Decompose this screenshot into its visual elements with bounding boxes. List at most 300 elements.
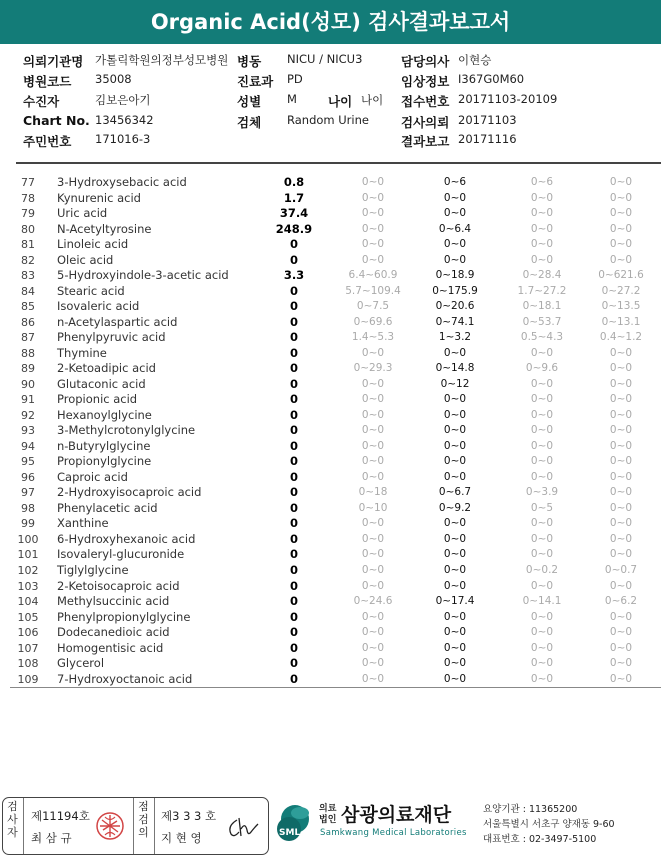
result-value: 0 (289, 578, 298, 593)
signature-box (2, 797, 269, 855)
reference-range-2: 0~0 (443, 238, 467, 251)
result-value: 0 (289, 252, 298, 267)
table-row (0, 315, 661, 331)
table-row (0, 454, 661, 470)
table-row (0, 377, 661, 393)
reference-range-3: 0~0 (530, 455, 554, 468)
row-number: 94 (21, 439, 35, 453)
receipt-value: 20171103-20109 (458, 92, 558, 106)
analyte-name: 7-Hydroxyoctanoic acid (57, 671, 193, 686)
reference-range-4: 0~0 (609, 641, 633, 654)
reference-range-1: 0~10 (358, 501, 388, 514)
result-value: 0 (289, 423, 298, 438)
reference-range-4: 0~0 (609, 362, 633, 375)
table-row (0, 191, 661, 207)
result-value: 1.7 (283, 190, 305, 205)
reference-range-2: 0~9.2 (438, 501, 472, 514)
reference-range-4: 0~0 (609, 501, 633, 514)
reference-range-3: 0~0 (530, 346, 554, 359)
analyte-name: Kynurenic acid (57, 190, 141, 205)
result-value: 0 (289, 283, 298, 298)
chart-label: Chart No. (23, 113, 90, 128)
row-number: 108 (17, 657, 39, 671)
table-row (0, 268, 661, 284)
analyte-name: 6-Hydroxyhexanoic acid (57, 531, 196, 546)
age-label: 나이 (328, 94, 353, 109)
reference-range-1: 0~0 (361, 222, 385, 235)
sml-logo-icon (272, 799, 318, 851)
result-value: 248.9 (275, 221, 313, 236)
reference-range-4: 0~0 (609, 191, 633, 204)
result-value: 0 (289, 531, 298, 546)
analyte-name: Methylsuccinic acid (57, 594, 170, 609)
analyte-name: Caproic acid (57, 469, 128, 484)
table-row (0, 501, 661, 517)
table-row (0, 423, 661, 439)
reference-range-4: 0~0.7 (604, 564, 638, 576)
reference-range-4: 0~0 (609, 393, 633, 406)
reference-range-3: 0~18.1 (522, 300, 562, 313)
reference-range-4: 0~0 (609, 672, 633, 685)
doctor-value: 이현승 (458, 53, 492, 67)
analyte-name: Xanthine (57, 516, 109, 531)
row-number: 93 (21, 424, 35, 438)
reference-range-1: 0~0 (361, 176, 385, 188)
row-number: 105 (17, 610, 39, 624)
table-row (0, 594, 661, 610)
tester-label: 검사자 (7, 800, 18, 839)
reference-range-1: 0~0 (361, 641, 385, 654)
checker-name: 지 현 영 (161, 831, 202, 845)
table-row (0, 392, 661, 408)
reference-range-1: 6.4~60.9 (348, 269, 398, 282)
reference-range-3: 0~0 (530, 579, 554, 592)
reference-range-3: 0~0 (530, 532, 554, 545)
analyte-name: 2-Hydroxyisocaproic acid (57, 485, 202, 500)
reference-range-1: 0~0 (361, 610, 385, 623)
analyte-name: 3-Methylcrotonylglycine (57, 423, 196, 438)
reference-range-2: 1~3.2 (438, 331, 472, 344)
row-number: 82 (21, 253, 35, 267)
table-row (0, 299, 661, 315)
table-row (0, 516, 661, 532)
request-value: 20171103 (458, 113, 517, 127)
info-row-3 (0, 92, 661, 110)
reference-range-2: 0~0 (443, 564, 467, 576)
table-row (0, 579, 661, 595)
specimen-value: Random Urine (287, 113, 369, 127)
row-number: 77 (21, 176, 35, 189)
row-number: 99 (21, 517, 35, 531)
reference-range-3: 0~0 (530, 207, 554, 220)
analyte-name: Propionylglycine (57, 454, 152, 469)
row-number: 79 (21, 207, 35, 221)
reference-range-2: 0~0 (443, 393, 467, 406)
reference-range-4: 0~0 (609, 346, 633, 359)
result-value: 0 (289, 345, 298, 360)
result-value: 0 (289, 671, 298, 686)
reference-range-1: 0~0 (361, 470, 385, 483)
table-row (0, 656, 661, 672)
analyte-name: Phenylpropionylglycine (57, 609, 191, 624)
row-number: 92 (21, 408, 35, 422)
row-number: 97 (21, 486, 35, 500)
row-number: 83 (21, 269, 35, 283)
row-number: 104 (17, 595, 39, 609)
reference-range-1: 0~0 (361, 377, 385, 390)
reference-range-2: 0~74.1 (435, 315, 475, 328)
reference-range-2: 0~0 (443, 424, 467, 437)
reference-range-3: 0~0 (530, 517, 554, 530)
reference-range-3: 0~0 (530, 657, 554, 670)
result-value: 0 (289, 299, 298, 314)
ward-value: NICU / NICU3 (287, 52, 363, 66)
reference-range-4: 0.4~1.2 (599, 331, 643, 344)
table-row (0, 346, 661, 362)
reference-range-4: 0~13.5 (601, 300, 641, 313)
analyte-name: Linoleic acid (57, 237, 129, 252)
row-number: 109 (17, 672, 39, 686)
reference-range-4: 0~0 (609, 548, 633, 561)
reference-range-3: 0~0 (530, 222, 554, 235)
chart-value: 13456342 (95, 113, 154, 127)
reference-range-2: 0~0 (443, 548, 467, 561)
reference-range-3: 0~0 (530, 393, 554, 406)
row-number: 80 (21, 222, 35, 236)
corp-label-1: 의료 (319, 804, 337, 814)
table-row (0, 175, 661, 191)
reference-range-1: 0~0 (361, 424, 385, 437)
table-row (0, 253, 661, 269)
reference-range-3: 0~5 (530, 501, 554, 514)
analyte-name: Glutaconic acid (57, 376, 146, 391)
result-value: 0 (289, 547, 298, 562)
analyte-name: Isovaleryl-glucuronide (57, 547, 185, 562)
analyte-name: Tiglylglycine (57, 563, 129, 577)
reference-range-2: 0~0 (443, 517, 467, 530)
report-date-label: 결과보고 (401, 134, 450, 149)
result-value: 0 (289, 656, 298, 671)
result-value: 0 (289, 237, 298, 252)
reference-range-1: 0~7.5 (356, 300, 390, 313)
reference-range-4: 0~0 (609, 238, 633, 251)
reference-range-4: 0~0 (609, 486, 633, 499)
reference-range-1: 5.7~109.4 (345, 284, 401, 297)
checker-no: 제3 3 3 호 (161, 809, 217, 823)
row-number: 78 (21, 191, 35, 205)
tester-no: 제11194호 (31, 809, 90, 823)
info-row-4 (0, 113, 661, 131)
reference-range-1: 0~0 (361, 346, 385, 359)
reference-range-2: 0~0 (443, 579, 467, 592)
reference-range-3: 0~0 (530, 470, 554, 483)
result-value: 0 (289, 516, 298, 531)
table-row (0, 470, 661, 486)
result-value: 0 (289, 485, 298, 500)
reference-range-2: 0~14.8 (435, 362, 475, 375)
patient-label: 수진자 (23, 94, 60, 109)
table-row (0, 439, 661, 455)
table-row (0, 206, 661, 222)
reference-range-3: 0~0 (530, 408, 554, 421)
reference-range-1: 0~0 (361, 579, 385, 592)
table-row (0, 361, 661, 377)
reference-range-2: 0~0 (443, 532, 467, 545)
table-row (0, 284, 661, 300)
result-value: 0 (289, 376, 298, 391)
reference-range-3: 0~0 (530, 672, 554, 685)
row-number: 107 (17, 641, 39, 655)
reference-range-1: 0~0 (361, 393, 385, 406)
reference-range-2: 0~12 (440, 377, 470, 390)
reference-range-1: 1.4~5.3 (351, 331, 395, 344)
row-number: 96 (21, 470, 35, 484)
analyte-name: Hexanoylglycine (57, 407, 152, 422)
report-title: Organic Acid(성모) 검사결과보고서 (0, 0, 661, 44)
dept-label: 진료과 (237, 74, 274, 89)
signature-divider (23, 798, 24, 854)
reference-range-4: 0~0 (609, 470, 633, 483)
reference-range-3: 0~14.1 (522, 595, 562, 608)
reference-range-4: 0~0 (609, 532, 633, 545)
analyte-name: Uric acid (57, 206, 108, 221)
tester-seal-stamp (95, 810, 125, 842)
reference-range-2: 0~0 (443, 346, 467, 359)
address: 서울특별시 서초구 양재동 9-60 (483, 819, 615, 830)
phone: 대표번호 : 02-3497-5100 (483, 834, 597, 845)
reference-range-2: 0~17.4 (435, 595, 475, 608)
request-label: 검사의뢰 (401, 115, 450, 130)
reference-range-4: 0~621.6 (598, 269, 644, 282)
analyte-name: Phenylpyruvic acid (57, 330, 166, 345)
age-value: 나이 (361, 93, 384, 107)
reference-range-2: 0~6 (443, 176, 467, 188)
hospcode-label: 병원코드 (23, 74, 72, 89)
dept-value: PD (287, 72, 303, 86)
result-value: 0 (289, 407, 298, 422)
reference-range-3: 1.7~27.2 (517, 284, 567, 297)
reference-range-1: 0~0 (361, 672, 385, 685)
row-number: 98 (21, 501, 35, 515)
reference-range-4: 0~0 (609, 377, 633, 390)
receipt-label: 접수번호 (401, 94, 450, 109)
reference-range-1: 0~0 (361, 455, 385, 468)
reference-range-2: 0~0 (443, 439, 467, 452)
reference-range-4: 0~27.2 (601, 284, 641, 297)
reference-range-3: 0.5~4.3 (520, 331, 564, 344)
result-value: 37.4 (279, 206, 309, 221)
result-value: 0 (289, 361, 298, 376)
idno-value: 171016-3 (95, 132, 151, 146)
row-number: 88 (21, 346, 35, 360)
header-divider (16, 162, 661, 164)
table-row (0, 625, 661, 641)
reference-range-4: 0~0 (609, 176, 633, 188)
doctor-label: 담당의사 (401, 54, 450, 69)
analyte-name: 2-Ketoadipic acid (57, 361, 156, 376)
result-value: 0 (289, 469, 298, 484)
reference-range-1: 0~0 (361, 191, 385, 204)
reference-range-4: 0~0 (609, 517, 633, 530)
row-number: 90 (21, 377, 35, 391)
row-number: 102 (17, 564, 39, 577)
reference-range-3: 0~0.2 (525, 564, 559, 576)
reference-range-4: 0~0 (609, 657, 633, 670)
row-number: 100 (17, 532, 39, 546)
analyte-name: n-Butyrylglycine (57, 438, 151, 453)
row-number: 86 (21, 315, 35, 329)
analyte-name: Oleic acid (57, 252, 114, 267)
analyte-name: 2-Ketoisocaproic acid (57, 578, 180, 593)
info-row-5 (0, 132, 661, 150)
reference-range-2: 0~0 (443, 253, 467, 266)
table-row (0, 485, 661, 501)
result-value: 0 (289, 500, 298, 515)
analyte-name: Isovaleric acid (57, 299, 140, 314)
result-value: 0 (289, 314, 298, 329)
hospcode-value: 35008 (95, 72, 132, 86)
reference-range-2: 0~0 (443, 610, 467, 623)
reference-range-4: 0~0 (609, 455, 633, 468)
reference-range-4: 0~0 (609, 439, 633, 452)
checker-signature (225, 814, 261, 842)
info-row-2 (0, 72, 661, 90)
reference-range-3: 0~0 (530, 191, 554, 204)
row-number: 91 (21, 393, 35, 407)
logo-text: SML (279, 828, 301, 838)
reference-range-4: 0~0 (609, 207, 633, 220)
result-value: 3.3 (283, 268, 305, 283)
signature-divider (133, 798, 134, 854)
reference-range-3: 0~28.4 (522, 269, 562, 282)
report-date-value: 20171116 (458, 132, 517, 146)
reference-range-1: 0~0 (361, 238, 385, 251)
table-row (0, 610, 661, 626)
analyte-name: Thymine (57, 345, 107, 360)
reference-range-3: 0~6 (530, 176, 554, 188)
info-row-1 (0, 52, 661, 70)
table-row (0, 330, 661, 346)
row-number: 89 (21, 362, 35, 376)
result-value: 0 (289, 438, 298, 453)
footer (0, 795, 661, 862)
reference-range-1: 0~0 (361, 517, 385, 530)
reference-range-1: 0~0 (361, 548, 385, 561)
reference-range-2: 0~0 (443, 626, 467, 639)
corp-label-2: 법인 (319, 815, 337, 825)
result-value: 0 (289, 594, 298, 609)
result-value: 0 (289, 609, 298, 624)
reference-range-2: 0~20.6 (435, 300, 475, 313)
result-value: 0 (289, 625, 298, 640)
reference-range-3: 0~0 (530, 424, 554, 437)
analyte-name: Stearic acid (57, 283, 125, 298)
table-row (0, 408, 661, 424)
analyte-name: Glycerol (57, 656, 105, 671)
reference-range-4: 0~13.1 (601, 315, 641, 328)
reference-range-4: 0~0 (609, 222, 633, 235)
table-row (0, 641, 661, 657)
reference-range-4: 0~0 (609, 610, 633, 623)
reference-range-3: 0~0 (530, 548, 554, 561)
checker-label: 점검의 (138, 800, 149, 839)
reference-range-3: 0~0 (530, 238, 554, 251)
reference-range-4: 0~0 (609, 253, 633, 266)
row-number: 95 (21, 455, 35, 469)
reference-range-4: 0~0 (609, 408, 633, 421)
reference-range-2: 0~0 (443, 408, 467, 421)
ward-label: 병동 (237, 54, 262, 69)
analyte-name: n-Acetylaspartic acid (57, 314, 178, 329)
row-number: 81 (21, 238, 35, 252)
reference-range-4: 0~0 (609, 579, 633, 592)
reference-range-1: 0~0 (361, 253, 385, 266)
sex-label: 성별 (237, 94, 262, 109)
reference-range-3: 0~0 (530, 610, 554, 623)
row-number: 103 (17, 579, 39, 593)
table-row (0, 563, 661, 579)
reference-range-3: 0~0 (530, 377, 554, 390)
reference-range-2: 0~6.4 (438, 222, 472, 235)
sex-value: M (287, 92, 297, 106)
clinical-label: 임상정보 (401, 74, 450, 89)
result-value: 0 (289, 640, 298, 655)
table-row (0, 237, 661, 253)
reference-range-2: 0~0 (443, 657, 467, 670)
reference-range-2: 0~0 (443, 641, 467, 654)
patient-value: 김보은아기 (95, 93, 151, 107)
reference-range-3: 0~0 (530, 626, 554, 639)
row-number: 106 (17, 626, 39, 640)
analyte-name: 3-Hydroxysebacic acid (57, 175, 187, 189)
reference-range-2: 0~6.7 (438, 486, 472, 499)
hospital-value: 가톨릭학원의정부성모병원 (95, 53, 229, 67)
analyte-name: 5-Hydroxyindole-3-acetic acid (57, 268, 229, 283)
reference-range-1: 0~0 (361, 626, 385, 639)
reference-range-2: 0~0 (443, 207, 467, 220)
table-row (0, 222, 661, 238)
table-row (0, 532, 661, 548)
row-number: 101 (17, 548, 39, 562)
reference-range-2: 0~175.9 (432, 284, 478, 297)
reference-range-3: 0~0 (530, 439, 554, 452)
analyte-name: Homogentisic acid (57, 640, 164, 655)
table-row (0, 672, 661, 688)
analyte-name: N-Acetyltyrosine (57, 221, 152, 236)
reference-range-1: 0~0 (361, 207, 385, 220)
reference-range-3: 0~3.9 (525, 486, 559, 499)
result-value: 0.8 (283, 175, 305, 189)
reference-range-1: 0~0 (361, 532, 385, 545)
table-row (0, 547, 661, 563)
reference-range-2: 0~0 (443, 672, 467, 685)
analyte-name: Propionic acid (57, 392, 138, 407)
reference-range-2: 0~0 (443, 470, 467, 483)
result-value: 0 (289, 563, 298, 577)
idno-label: 주민번호 (23, 134, 72, 149)
result-value: 0 (289, 454, 298, 469)
reference-range-1: 0~0 (361, 657, 385, 670)
reference-range-1: 0~0 (361, 564, 385, 576)
reference-range-2: 0~0 (443, 191, 467, 204)
org-name: 삼광의료재단 (341, 804, 452, 826)
reference-range-4: 0~6.2 (604, 595, 638, 608)
reference-range-2: 0~0 (443, 455, 467, 468)
hospital-label: 의뢰기관명 (23, 54, 84, 69)
reference-range-3: 0~9.6 (525, 362, 559, 375)
reference-range-1: 0~24.6 (353, 595, 393, 608)
analyte-name: Phenylacetic acid (57, 500, 158, 515)
